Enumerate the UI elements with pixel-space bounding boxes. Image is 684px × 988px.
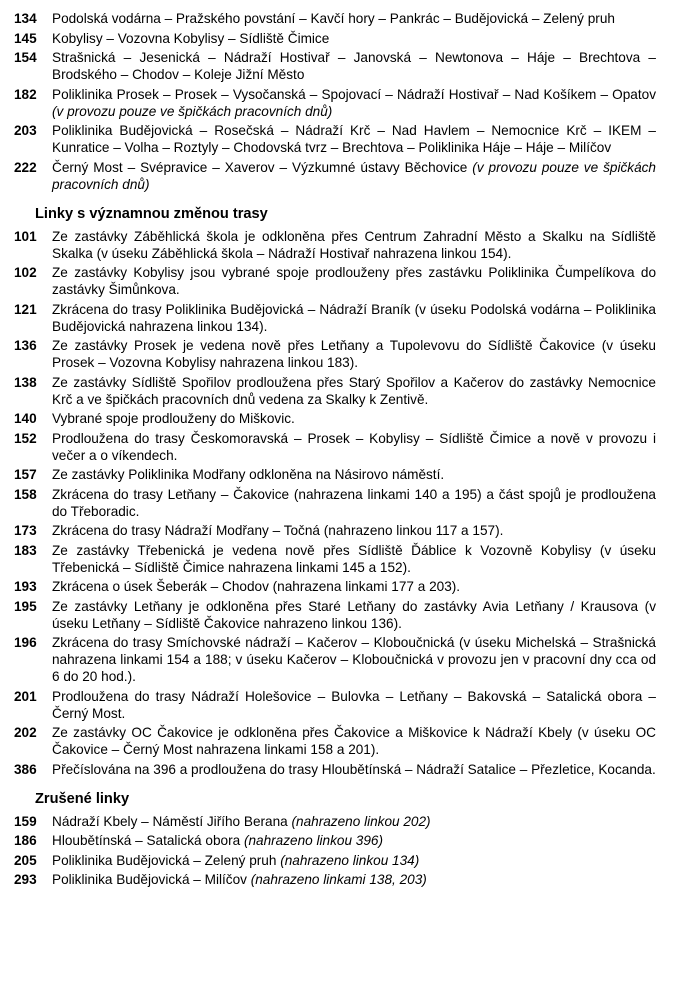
line-number: 121 (14, 301, 37, 317)
line-description (52, 832, 656, 849)
route-text: Ze zastávky Prosek je vedena nově přes Letňany a Tupolevovu do Sídliště Čakovice (v úseku Prosek – Vozovna Kobylisy nahrazena linkou 183). (52, 338, 656, 370)
line-number: 157 (14, 467, 37, 482)
line-number: 201 (14, 688, 37, 704)
route-text: Zkrácena do trasy Smíchovské nádraží – Kačerov – Kloboučnická (v úseku Michelská – Strašnická nahrazena linkami 154 a 188; v úseku Kačerov – Kloboučnická v provozu jen v pracovní dny cca od 6 do 20 hod.). (52, 635, 656, 684)
route-text: Ze zastávky Letňany je odkloněna přes Staré Letňany do zastávky Avia Letňany / Krausova (v úseku Letňany – Sídliště Čakovice nahrazeno linkou 136). (52, 598, 656, 631)
line-number: 158 (14, 486, 37, 502)
line-entry (0, 410, 684, 427)
line-number: 154 (14, 50, 37, 65)
route-note: (nahrazeno linkami 138, 203) (250, 872, 427, 887)
route-text: Přečíslována na 396 a prodloužena do trasy Hloubětínská – Nádraží Satalice – Přezletice, Kocanda. (52, 761, 656, 777)
line-entry (0, 466, 684, 483)
route-text: Strašnická – Jesenická – Nádraží Hostivař – Janovská – Newtonova – Háje – Brechtova – Brodského – Chodov – Koleje Jižní Město (52, 50, 656, 82)
route-text: Ze zastávky Poliklinika Modřany odkloněna na Násirovo náměstí. (52, 467, 445, 482)
line-entry (0, 301, 684, 335)
line-entry (0, 49, 684, 83)
route-text: Ze zastávky Záběhlická škola je odkloněna přes Centrum Zahradní Město a Skalku na Sídliště Skalka (v úseku Záběhlická škola – Nádraží Hostivař nahrazena linkou 154). (52, 228, 656, 261)
line-number: 202 (14, 725, 37, 740)
route-text: Ze zastávky Sídliště Spořilov prodloužena přes Starý Spořilov a Kačerov do zastávky Nemocnice Krč a ve špičkách pracovních dnů vedena za Skalky k Zentivě. (52, 374, 656, 407)
line-entry (0, 374, 684, 408)
line-description (52, 228, 656, 262)
line-number: 134 (14, 11, 37, 26)
line-description (52, 49, 656, 83)
line-entry (0, 598, 684, 632)
line-number: 152 (14, 430, 37, 446)
route-text: Nádraží Kbely – Náměstí Jiřího Berana (52, 813, 288, 829)
line-entry (0, 724, 684, 758)
line-number: 183 (14, 542, 37, 558)
line-description (52, 634, 656, 685)
line-description (52, 301, 656, 335)
section-g3 (0, 791, 684, 889)
section-heading: Zrušené linky (35, 790, 130, 807)
route-text: Černý Most – Svépravice – Xaverov – Výzkumné ústavy Běchovice (52, 159, 468, 175)
route-note: (nahrazeno linkou 396) (243, 833, 384, 848)
line-description (52, 813, 656, 830)
line-number: 203 (14, 123, 37, 138)
line-number: 182 (14, 86, 37, 102)
line-description (52, 724, 656, 758)
line-description (52, 374, 656, 408)
line-entry (0, 430, 684, 464)
line-entry (0, 832, 684, 849)
line-entry (0, 486, 684, 520)
line-entry (0, 159, 684, 193)
line-entry (0, 10, 684, 27)
line-number: 386 (14, 761, 37, 777)
route-text: Prodloužena do trasy Českomoravská – Prosek – Kobylisy – Sídliště Čimice a nově v provozu i večer a o víkendech. (52, 430, 656, 463)
line-description (52, 30, 656, 47)
line-description (52, 522, 656, 539)
line-entry (0, 761, 684, 778)
line-entry (0, 542, 684, 576)
line-description (52, 410, 656, 427)
route-text: Poliklinika Budějovická – Rosečská – Nádraží Krč – Nad Havlem – Nemocnice Krč – IKEM – Kunratice – Volha – Roztyly – Chodovská tvrz – Brechtova – Poliklinika Háje – Háje – Milíčov (52, 123, 656, 155)
route-note: (v provozu pouze ve špičkách pracovních dnů) (52, 103, 333, 119)
line-entry (0, 264, 684, 298)
route-text: Kobylisy – Vozovna Kobylisy – Sídliště Čimice (52, 30, 330, 46)
line-description (52, 86, 656, 120)
line-entry (0, 337, 684, 371)
line-entry (0, 228, 684, 262)
line-number: 186 (14, 833, 37, 848)
route-text: Zkrácena do trasy Poliklinika Budějovická – Nádraží Braník (v úseku Podolská vodárna – Poliklinika Budějovická nahrazena linkou 134). (52, 301, 656, 334)
line-number: 193 (14, 579, 37, 594)
line-description (52, 122, 656, 156)
line-description (52, 337, 656, 371)
line-number: 222 (14, 159, 37, 175)
line-number: 138 (14, 374, 37, 390)
line-entry (0, 871, 684, 888)
line-description (52, 598, 656, 632)
line-number: 136 (14, 338, 37, 353)
route-text: Poliklinika Budějovická – Milíčov (52, 872, 247, 887)
route-text: Ze zastávky Třebenická je vedena nově přes Sídliště Ďáblice k Vozovně Kobylisy (v úseku Třebenická – Sídliště Čimice nahrazena linkami 145 a 152). (52, 542, 656, 575)
document-page (0, 10, 684, 891)
line-number: 195 (14, 598, 37, 614)
line-number: 196 (14, 635, 37, 650)
line-entry (0, 86, 684, 120)
line-number: 293 (14, 872, 37, 887)
route-text: Prodloužena do trasy Nádraží Holešovice – Bulovka – Letňany – Bakovská – Satalická obora – Černý Most. (52, 688, 656, 721)
section-g1 (0, 10, 684, 193)
route-text: Hloubětínská – Satalická obora (52, 833, 241, 848)
line-description (52, 466, 656, 483)
route-text: Poliklinika Budějovická – Zelený pruh (52, 852, 277, 868)
route-note: (nahrazeno linkou 134) (280, 852, 420, 868)
line-description (52, 688, 656, 722)
route-text: Ze zastávky OC Čakovice je odkloněna přes Čakovice a Miškovice k Nádraží Kbely (v úseku OC Čakovice – Černý Most nahrazena linkami 158 a 201). (52, 725, 656, 757)
route-text: Zkrácena o úsek Šeberák – Chodov (nahrazena linkami 177 a 203). (52, 579, 461, 594)
line-description (52, 264, 656, 298)
line-description (52, 761, 656, 778)
line-description (52, 871, 656, 888)
line-description (52, 430, 656, 464)
line-description (52, 542, 656, 576)
route-text: Poliklinika Prosek – Prosek – Vysočanská – Spojovací – Nádraží Hostivař – Nad Košíkem – Opatov (52, 86, 656, 102)
line-entry (0, 122, 684, 156)
section-g2 (0, 206, 684, 778)
line-description (52, 159, 656, 193)
line-entry (0, 522, 684, 539)
line-number: 101 (14, 228, 37, 244)
line-number: 205 (14, 852, 37, 868)
line-entry (0, 30, 684, 47)
line-entry (0, 813, 684, 830)
line-description (52, 578, 656, 595)
line-entry (0, 578, 684, 595)
route-text: Vybrané spoje prodlouženy do Miškovic. (52, 411, 295, 426)
line-description (52, 486, 656, 520)
line-number: 140 (14, 411, 37, 426)
route-note: (nahrazeno linkou 202) (291, 813, 431, 829)
route-text: Zkrácena do trasy Nádraží Modřany – Točná (nahrazeno linkou 117 a 157). (52, 523, 504, 538)
line-entry (0, 688, 684, 722)
line-description (52, 852, 656, 869)
line-entry (0, 634, 684, 685)
route-text: Zkrácena do trasy Letňany – Čakovice (nahrazena linkami 140 a 195) a část spojů je prodloužena do Třeboradic. (52, 486, 656, 519)
line-number: 102 (14, 265, 37, 280)
line-number: 159 (14, 813, 37, 829)
section-heading: Linky s významnou změnou trasy (35, 205, 268, 222)
route-note: (v provozu pouze ve špičkách pracovních dnů) (52, 159, 656, 192)
route-text: Ze zastávky Kobylisy jsou vybrané spoje prodlouženy přes zastávku Poliklinika Čumpelíkova do zastávky Šimůnkova. (52, 265, 656, 297)
line-entry (0, 852, 684, 869)
line-number: 173 (14, 523, 37, 538)
line-description (52, 10, 656, 27)
line-number: 145 (14, 30, 37, 46)
route-text: Podolská vodárna – Pražského povstání – Kavčí hory – Pankrác – Budějovická – Zelený pruh (52, 11, 615, 26)
